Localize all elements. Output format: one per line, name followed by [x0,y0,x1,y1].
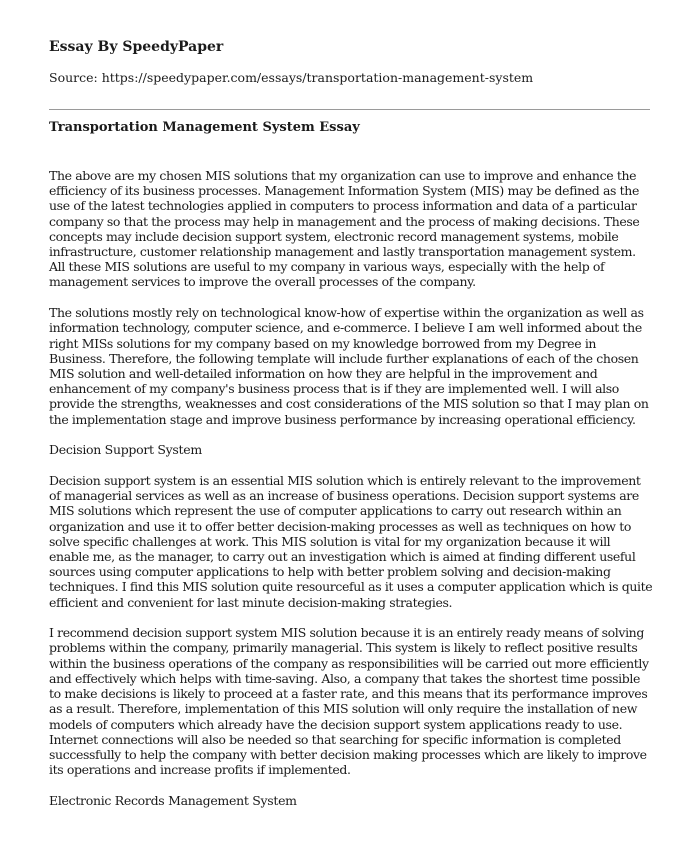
section-heading-decision-support: Decision Support System [49,442,202,458]
source-url[interactable]: Source: https://speedypaper.com/essays/transportation-management-system [49,70,534,85]
paragraph-recommendation: I recommend decision support system MIS solution because it is an entirely ready means of solving problems within the company, primarily managerial. This system is likely to reflect positive results within the business operations of the company as responsibilities will be carried out more efficiently and effectively which helps with time-saving. Also, a company that takes the shortest time possible to make decisions is likely to proceed at a faster rate, and this means that its performance improves as a result. Therefore, implementation of this MIS solution will only require the installation of new models of computers which already have the decision support system applications ready to use. Internet connections will also be needed so that searching for specific information is completed successfully to help the company with better decision making processes which are likely to improve its operations and increase profits if implemented. [49,625,649,778]
paragraph-solutions: The solutions mostly rely on technological know-how of expertise within the organization as well as information technology, computer science, and e-commerce. I believe I am well informed about the right MISs solutions for my company based on my knowledge borrowed from my Degree in Business. Therefore, the following template will include further explanations of each of the chosen MIS solution and well-detailed information on how they are helpful in the improvement and enhancement of my company's business process that is if they are implemented well. I will also provide the strengths, weaknesses and cost considerations of the MIS solution so that I may plan on the implementation stage and improve business performance by increasing operational efficiency. [49,305,649,427]
paragraph-decision-support: Decision support system is an essential MIS solution which is entirely relevant to the improvement of managerial services as well as an increase of business operations. Decision support systems are MIS solutions which represent the use of computer applications to carry out research within an organization and use it to offer better decision-making processes as well as techniques on how to solve specific challenges at work. This MIS solution is vital for my organization because it will enable me, as the manager, to carry out an investigation which is aimed at finding different useful sources using computer applications to help with better problem solving and decision-making techniques. I find this MIS solution quite resourceful as it uses a computer application which is quite efficient and convenient for last minute decision-making strategies. [49,472,653,610]
section-heading-records-management: Electronic Records Management System [49,792,297,808]
document-title: Transportation Management System Essay [49,120,360,135]
paragraph-intro: The above are my chosen MIS solutions that my organization can use to improve and enhance the efficiency of its business processes. Management Information System (MIS) may be defined as the use of the latest technologies applied in computers to process information and data of a particular company so that the process may help in management and the process of making decisions. These concepts may include decision support system, electronic record management systems, mobile infrastructure, customer relationship management and lastly transportation management system. All these MIS solutions are useful to my company in various ways, especially with the help of management services to improve the overall processes of the company. [49,168,640,290]
divider [49,109,650,110]
essay-body [49,168,653,824]
essay-byline: Essay By SpeedyPaper [49,39,224,55]
